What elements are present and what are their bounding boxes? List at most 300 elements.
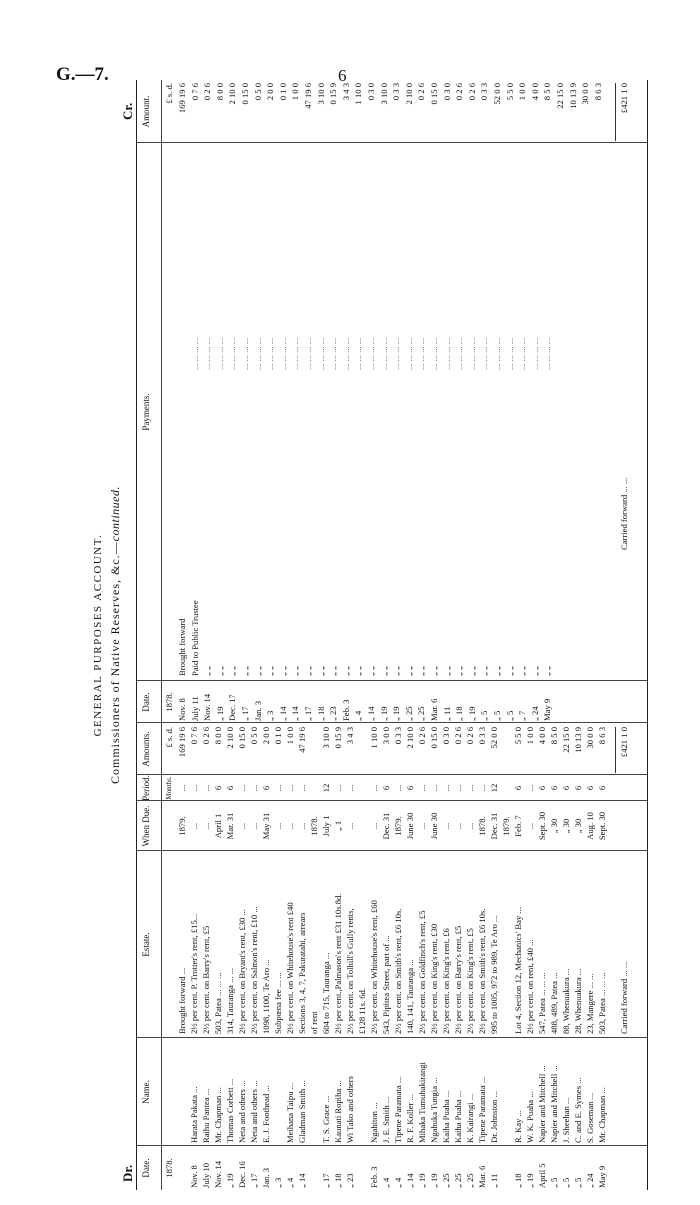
leader-dots: ... ... ... ...: [504, 337, 515, 370]
credit-payment: „ „: [265, 666, 276, 676]
debit-estate: 2½ per cent. on King's rent, £30: [429, 923, 439, 1034]
credit-row: [404, 80, 415, 1190]
credit-payment: „ „: [202, 666, 213, 676]
debit-amount: 10 13 9: [573, 727, 583, 753]
debit-period: ...: [525, 784, 535, 792]
credit-payment: „ „: [517, 666, 528, 676]
debit-name: Raihu Pantea ...: [201, 1088, 211, 1143]
debit-period: 12: [321, 783, 331, 793]
debit-estate: Brought forward ...: [177, 967, 187, 1034]
debit-when-due: 1878.: [477, 816, 487, 836]
debit-period: ...: [237, 784, 247, 792]
leader-dots: ... ... ... ...: [441, 337, 452, 370]
debit-amount: 2 10 0: [405, 727, 415, 749]
credit-row: [215, 80, 226, 1190]
credit-carried-forward-label: Carried forward ... ...: [619, 477, 629, 550]
credit-row: [467, 80, 478, 1190]
debit-estate: 28, Whenuakura ...: [573, 968, 583, 1034]
debit-when-due: July 1: [321, 815, 331, 837]
header-rule: [161, 80, 162, 1190]
leader-dots: ... ... ... ...: [391, 337, 402, 370]
debit-when-due: Dec. 31: [381, 812, 391, 840]
payment-year-label: 1878.: [164, 692, 174, 712]
leader-dots: ... ... ... ...: [517, 337, 528, 370]
debit-period: ...: [345, 784, 355, 792]
debit-total-rule: [615, 727, 616, 773]
credit-payment: „ „: [504, 666, 515, 676]
debit-date: „ 4: [393, 1177, 403, 1188]
debit-date: Feb. 3: [369, 1166, 379, 1188]
debit-date: „ 25: [441, 1173, 451, 1188]
debit-period: ...: [441, 784, 451, 792]
credit-amount: 169 19 6: [177, 83, 187, 114]
credit-row: [542, 80, 553, 1190]
leader-dots: ... ... ... ...: [315, 337, 326, 370]
credit-row: [391, 80, 402, 1190]
debit-name: Meihana Taipu ...: [285, 1082, 295, 1143]
header-date: Date.: [141, 1158, 151, 1178]
debit-estate: 2½ per cent. on Barry's rent, £5: [201, 925, 211, 1034]
debit-when-due: ...: [237, 822, 247, 830]
debit-amount: 1 0 0: [285, 727, 295, 745]
debit-name: Gladman Smith ...: [297, 1080, 307, 1143]
debit-when-due: „ 30: [561, 818, 571, 834]
debit-date: „ 19: [429, 1173, 439, 1188]
debit-period: 6: [405, 785, 415, 791]
leader-dots: ... ... ... ...: [529, 337, 540, 370]
debit-amount: 3 0 0: [381, 727, 391, 745]
credit-payment: „ „: [479, 666, 490, 676]
debit-date: „ 18: [333, 1173, 343, 1188]
debit-amount: 2 10 0: [225, 727, 235, 749]
leader-dots: ... ... ... ...: [378, 337, 389, 370]
credit-amount: 22 15 0: [555, 83, 565, 109]
debit-estate: 140, 141, Tauranga ...: [405, 959, 415, 1034]
debit-estate: 2½ per cent. on Whitehouse's rent, £60: [369, 900, 379, 1034]
credit-date: Mar. 6: [429, 698, 439, 721]
credit-payment: „ „: [252, 666, 263, 676]
credit-side-label: Cr.: [120, 102, 135, 120]
credit-row: [202, 80, 213, 1190]
credit-amount: 8 0 0: [214, 83, 225, 101]
credit-payment: „ „: [303, 666, 313, 676]
debit-estate: of rent: [309, 1011, 319, 1034]
leader-dots: ... ... ... ...: [189, 337, 200, 370]
credit-amount: 0 2 6: [454, 83, 465, 101]
debit-amount: 1 10 0: [369, 727, 379, 749]
credit-amount: 0 1 0: [277, 83, 288, 101]
debit-when-due: 1879.: [501, 816, 511, 836]
debit-date: Dec. 16: [237, 1161, 247, 1188]
credit-date: „ 4: [353, 710, 364, 721]
debit-when-due: 1879.: [393, 816, 403, 836]
debit-side-label: Dr.: [120, 1164, 135, 1182]
debit-when-due: Sept. 30: [597, 811, 607, 841]
debit-estate: 2½ per cent. on Whitehouse's rent £40: [285, 902, 295, 1034]
credit-row: [442, 80, 453, 1190]
leader-dots: ... ... ... ...: [454, 337, 465, 370]
credit-row: [568, 80, 579, 1190]
debit-period: 6: [585, 785, 595, 791]
credit-row: [454, 80, 465, 1190]
debit-when-due: ...: [453, 822, 463, 830]
credit-payment: „ „: [315, 666, 326, 676]
debit-date: „ 3: [273, 1177, 283, 1188]
debit-name: Dr. Johnston ...: [489, 1090, 499, 1143]
debit-period: 6: [597, 785, 607, 791]
debit-amount: 0 7 6: [189, 727, 199, 745]
debit-date: „ 25: [465, 1173, 475, 1188]
totals-row: [619, 80, 630, 1190]
credit-amount: 0 3 0: [441, 83, 452, 101]
leader-dots: ... ... ... ...: [429, 337, 439, 370]
debit-when-due: ...: [417, 822, 427, 830]
credit-amount: 1 0 0: [290, 83, 301, 101]
credit-date: „ 19: [466, 706, 477, 721]
credit-payment: „ „: [366, 666, 376, 676]
credit-amount: 0 3 0: [366, 83, 376, 101]
credit-amount: 3 10 0: [378, 83, 389, 105]
credit-payment: „ „: [277, 666, 288, 676]
year-label: 1878.: [164, 1158, 174, 1178]
debit-period: 6: [261, 785, 271, 791]
credit-amount: 52 0 0: [492, 83, 502, 105]
credit-date: „ 14: [277, 706, 288, 721]
debit-estate: 2½ per cent. on Goldfinch's rent, £5: [417, 910, 427, 1034]
debit-period: ...: [201, 784, 211, 792]
debit-amount: 0 3 3: [393, 727, 403, 745]
credit-date: „ 18: [315, 706, 326, 721]
credit-amount: 1 0 0: [517, 83, 528, 101]
debit-amount: 0 2 6: [417, 727, 427, 745]
document-code: G.—7.: [56, 64, 109, 85]
debit-period: 6: [537, 785, 547, 791]
debit-when-due: June 30: [429, 812, 439, 840]
debit-amount: 0 15 9: [333, 727, 343, 749]
leader-dots: ... ... ... ...: [303, 337, 313, 370]
credit-row: [290, 80, 301, 1190]
debit-date: „ 19: [225, 1173, 235, 1188]
credit-date: „ 23: [328, 706, 339, 721]
credit-date: Feb. 3: [340, 699, 351, 721]
header-payments: Payments.: [141, 393, 151, 431]
debit-date: „ 17: [321, 1173, 331, 1188]
credit-amount: 5 5 0: [504, 83, 515, 101]
debit-estate: 995 to 1005, 972 to 989, Te Aro ...: [489, 915, 499, 1034]
credit-date: „ 19: [214, 706, 225, 721]
credit-row: [227, 80, 238, 1190]
credit-payment: „ „: [378, 666, 389, 676]
debit-date: „ 17: [249, 1173, 259, 1188]
leader-dots: ... ... ... ...: [353, 337, 364, 370]
credit-amount: 2 0 0: [265, 83, 276, 101]
credit-payment: „ „: [542, 666, 553, 676]
subtitle-main: Commissioners of Native Reserves, &c.—: [108, 541, 122, 784]
leader-dots: ... ... ... ...: [542, 337, 553, 370]
debit-when-due: ...: [189, 822, 199, 830]
page-number: 6: [338, 66, 347, 85]
debit-date: Jan. 3: [261, 1167, 271, 1188]
debit-period: ...: [285, 784, 295, 792]
leader-dots: ... ... ... ...: [479, 337, 490, 370]
debit-name: E. J. Foothead ...: [261, 1085, 271, 1143]
debit-estate: 314, Tauranga ... ...: [225, 967, 235, 1034]
debit-when-due: May 31: [261, 812, 271, 840]
credit-amount: 0 15 0: [429, 83, 439, 105]
debit-date: „ 19: [525, 1173, 535, 1188]
debit-date: „ 25: [453, 1173, 463, 1188]
header-name: Name.: [141, 1080, 151, 1104]
header-period: Period.: [141, 775, 151, 801]
debit-when-due: Feb. 7: [513, 815, 523, 837]
leader-dots: ... ... ... ...: [277, 337, 288, 370]
credit-amount: 2 10 0: [227, 83, 238, 105]
debit-when-due: ...: [369, 822, 379, 830]
debit-period: ...: [177, 784, 187, 792]
debit-estate: 488, 489, Patea ...: [549, 972, 559, 1034]
debit-when-due: ...: [465, 822, 475, 830]
credit-date: May 9: [542, 698, 553, 721]
debit-name: Kaiha Puaha ...: [453, 1090, 463, 1143]
debit-date: „ 11: [489, 1173, 499, 1188]
debit-name: Neta and others ...: [249, 1080, 259, 1143]
leader-dots: ... ... ... ...: [252, 337, 263, 370]
credit-row: [505, 80, 516, 1190]
credit-date: Nov. 8: [177, 698, 187, 721]
credit-date: „ 14: [290, 706, 301, 721]
debit-amount: 3 10 0: [321, 727, 331, 749]
debit-estate: 1098, 1100, Te Aro ...: [261, 959, 271, 1034]
debit-period: 6: [513, 785, 523, 791]
credit-payment: Brought forward: [177, 618, 187, 676]
debit-amount: 52 0 0: [489, 727, 499, 749]
debit-amount: 0 2 6: [453, 727, 463, 745]
debit-amount: 0 3 3: [477, 727, 487, 745]
debit-estate: 2½ per cent. on Bryant's rent, £30 ...: [237, 909, 247, 1034]
credit-payment: „ „: [492, 666, 502, 676]
period-unit: Months.: [165, 776, 173, 800]
credit-date: „ 5: [492, 710, 502, 721]
debit-when-due: „ 30: [573, 818, 583, 834]
debit-when-due: ...: [525, 822, 535, 830]
credit-amount: 2 10 0: [403, 83, 414, 105]
credit-row: [240, 80, 251, 1190]
debit-period: 6: [549, 785, 559, 791]
credit-amount: 0 5 0: [252, 83, 263, 101]
debit-estate: Sections 3, 4, 7, Pakuratahi, arrears: [297, 912, 307, 1034]
debit-date: Nov. 14: [213, 1160, 223, 1188]
debit-total-amount: £421 1 0: [619, 727, 629, 758]
account-title: GENERAL PURPOSES ACCOUNT.: [92, 533, 104, 737]
debit-name: S. Goseman ...: [585, 1092, 595, 1143]
leader-dots: ... ... ... ...: [227, 337, 238, 370]
credit-payment: „ „: [227, 666, 238, 676]
credit-amount: 0 15 0: [240, 83, 250, 105]
debit-date: „ 23: [345, 1173, 355, 1188]
debit-when-due: ...: [441, 822, 451, 830]
debit-period: ...: [273, 784, 283, 792]
debit-estate: £128 11s. 6d.: [357, 988, 367, 1034]
debit-name: Tipene Paramata ...: [477, 1076, 487, 1143]
debit-name: Kaunati Ropiha ...: [333, 1080, 343, 1143]
debit-amount: 0 2 6: [201, 727, 211, 745]
leader-dots: ... ... ... ...: [328, 337, 339, 370]
debit-period: ...: [465, 784, 475, 792]
header-when-due: When Due.: [141, 805, 151, 847]
debit-when-due: 1879.: [177, 816, 187, 836]
debit-estate: 23, Mangere ... ...: [585, 973, 595, 1034]
debit-name: Ngahiton ...: [369, 1102, 379, 1143]
debit-period: ...: [369, 784, 379, 792]
leader-dots: ... ... ... ...: [290, 337, 301, 370]
leader-dots: ... ... ... ...: [202, 337, 213, 370]
credit-row: [530, 80, 541, 1190]
debit-estate: 2½ per cent. on rent, £40 ...: [525, 939, 535, 1034]
debit-estate: 604 to 715, Tauranga ...: [321, 952, 331, 1034]
account-subtitle: [108, 80, 123, 1190]
amount-unit: £ s. d.: [164, 727, 174, 748]
debit-estate: 2½ per cent. on Tolhill's Gully rents,: [345, 908, 355, 1034]
debit-period: 6: [213, 785, 223, 791]
debit-amount: 8 6 3: [597, 727, 607, 745]
debit-when-due: „ 30: [549, 818, 559, 834]
debit-period: 6: [573, 785, 583, 791]
debit-estate: 2½ per cent. on Smith's rent, £6 10s.: [393, 908, 403, 1034]
debit-name: Napier and Mitchell ...: [537, 1065, 547, 1143]
debit-period: 6: [381, 785, 391, 791]
credit-payment: „ „: [391, 666, 402, 676]
debit-amount: 169 19 6: [177, 727, 187, 758]
credit-amount: 0 3 3: [391, 83, 402, 101]
debit-when-due: ...: [273, 822, 283, 830]
debit-name: Kaiha Puaha ...: [441, 1090, 451, 1143]
debit-estate: 2½ per cent. P. Trotter's rent, £15...: [189, 913, 199, 1034]
debit-period: ...: [429, 784, 439, 792]
debit-name: C. and E. Symes ...: [573, 1077, 583, 1143]
credit-amount: 47 19 6: [303, 83, 313, 109]
debit-name: T. S. Grace ...: [321, 1095, 331, 1143]
credit-row: [353, 80, 364, 1190]
debit-when-due: Dec. 31: [489, 812, 499, 840]
debit-estate: 503, Patea ... ... ...: [213, 972, 223, 1034]
credit-row: [479, 80, 490, 1190]
credit-row: [328, 80, 339, 1190]
debit-when-due: ...: [201, 822, 211, 830]
header-amounts: Amounts.: [141, 731, 151, 767]
credit-payment: „ „: [416, 666, 427, 676]
credit-amount: 1 10 0: [353, 83, 364, 105]
debit-amount: 1 0 0: [525, 727, 535, 745]
debit-name: Mr. Chapman ...: [213, 1087, 223, 1143]
header-amount: Amount.: [141, 95, 151, 128]
debit-period: ...: [333, 784, 343, 792]
debit-amount: 0 15 0: [429, 727, 439, 749]
ledger-table: [136, 80, 648, 1190]
credit-total-amount: £421 1 0: [619, 83, 629, 114]
leader-dots: ... ... ... ...: [265, 337, 276, 370]
debit-carried-forward-label: Carried forward ... ...: [619, 961, 629, 1034]
credit-row: [416, 80, 427, 1190]
debit-date: May 9: [597, 1165, 607, 1188]
debit-when-due: Sept. 30: [537, 811, 547, 841]
credit-row: [580, 80, 591, 1190]
debit-name: Napier and Mitchell ...: [549, 1065, 559, 1143]
credit-payment: „ „: [529, 666, 540, 676]
debit-when-due: ...: [285, 822, 295, 830]
debit-name: R. F. Koller ...: [405, 1094, 415, 1143]
rotated-table-area: [80, 80, 665, 1190]
debit-date: July 10: [201, 1162, 211, 1188]
debit-estate: 2½ per cent. on Salmon's rent, £10 ...: [249, 906, 259, 1034]
credit-amount: 30 0 0: [580, 83, 591, 105]
debit-period: ...: [477, 784, 487, 792]
debit-date: „ 5: [561, 1177, 571, 1188]
credit-date: „ 17: [303, 706, 313, 721]
credit-amount: 8 6 3: [592, 83, 603, 101]
debit-name: Harata Pakata ...: [189, 1086, 199, 1143]
debit-when-due: Mar. 31: [225, 812, 235, 840]
debit-period: ...: [249, 784, 259, 792]
debit-amount: 0 2 6: [465, 727, 475, 745]
credit-payment: „ „: [429, 666, 439, 676]
credit-payment: „ „: [403, 666, 414, 676]
credit-total-rule: [615, 83, 616, 141]
debit-name: Wi Tako and others: [345, 1076, 355, 1143]
debit-period: ...: [393, 784, 403, 792]
credit-date: „ 19: [391, 706, 402, 721]
credit-date: Dec. 17: [227, 694, 238, 721]
header-payment-date: Date.: [141, 692, 151, 712]
debit-date: „ 14: [405, 1173, 415, 1188]
credit-date: Nov. 14: [202, 693, 213, 721]
credit-amount: 4 0 0: [529, 83, 540, 101]
debit-name: Tipene Paramata ...: [393, 1076, 403, 1143]
debit-amount: 22 15 0: [561, 727, 571, 753]
credit-date: „ 11: [441, 706, 452, 721]
credit-row: [316, 80, 327, 1190]
credit-row: [593, 80, 604, 1190]
debit-name: Ngahuka Tungia ...: [429, 1077, 439, 1143]
credit-row: [190, 80, 201, 1190]
debit-estate: 547, Patea ... ... ...: [537, 972, 547, 1034]
debit-when-due: ...: [297, 822, 307, 830]
credit-row: [492, 80, 503, 1190]
credit-payment: „ „: [454, 666, 465, 676]
leader-dots: ... ... ... ...: [492, 337, 502, 370]
leader-dots: ... ... ... ...: [403, 337, 414, 370]
debit-name: Mr. Chapman ...: [597, 1087, 607, 1143]
credit-amount: 0 2 6: [416, 83, 427, 101]
credit-row: [177, 80, 188, 1190]
debit-when-due: June 30: [405, 812, 415, 840]
credit-amount-unit: £ s. d.: [164, 83, 174, 104]
credit-amount: 0 15 9: [328, 83, 339, 105]
debit-name: R. Kay ...: [513, 1110, 523, 1143]
leader-dots: ... ... ... ...: [214, 337, 225, 370]
subtitle-continued: continued.: [108, 486, 122, 542]
debit-date: „ 5: [549, 1177, 559, 1188]
credit-amount: 0 3 3: [479, 83, 490, 101]
credit-payment: Paid to Public Trustee: [189, 600, 200, 676]
credit-amount: 0 2 6: [466, 83, 477, 101]
debit-period: 6: [225, 785, 235, 791]
debit-date: „ 14: [297, 1173, 307, 1188]
credit-row: [341, 80, 352, 1190]
credit-date: „ 17: [240, 706, 250, 721]
debit-amount: 0 1 0: [273, 727, 283, 745]
leader-dots: ... ... ... ...: [340, 337, 351, 370]
debit-amount: 0 15 0: [237, 727, 247, 749]
